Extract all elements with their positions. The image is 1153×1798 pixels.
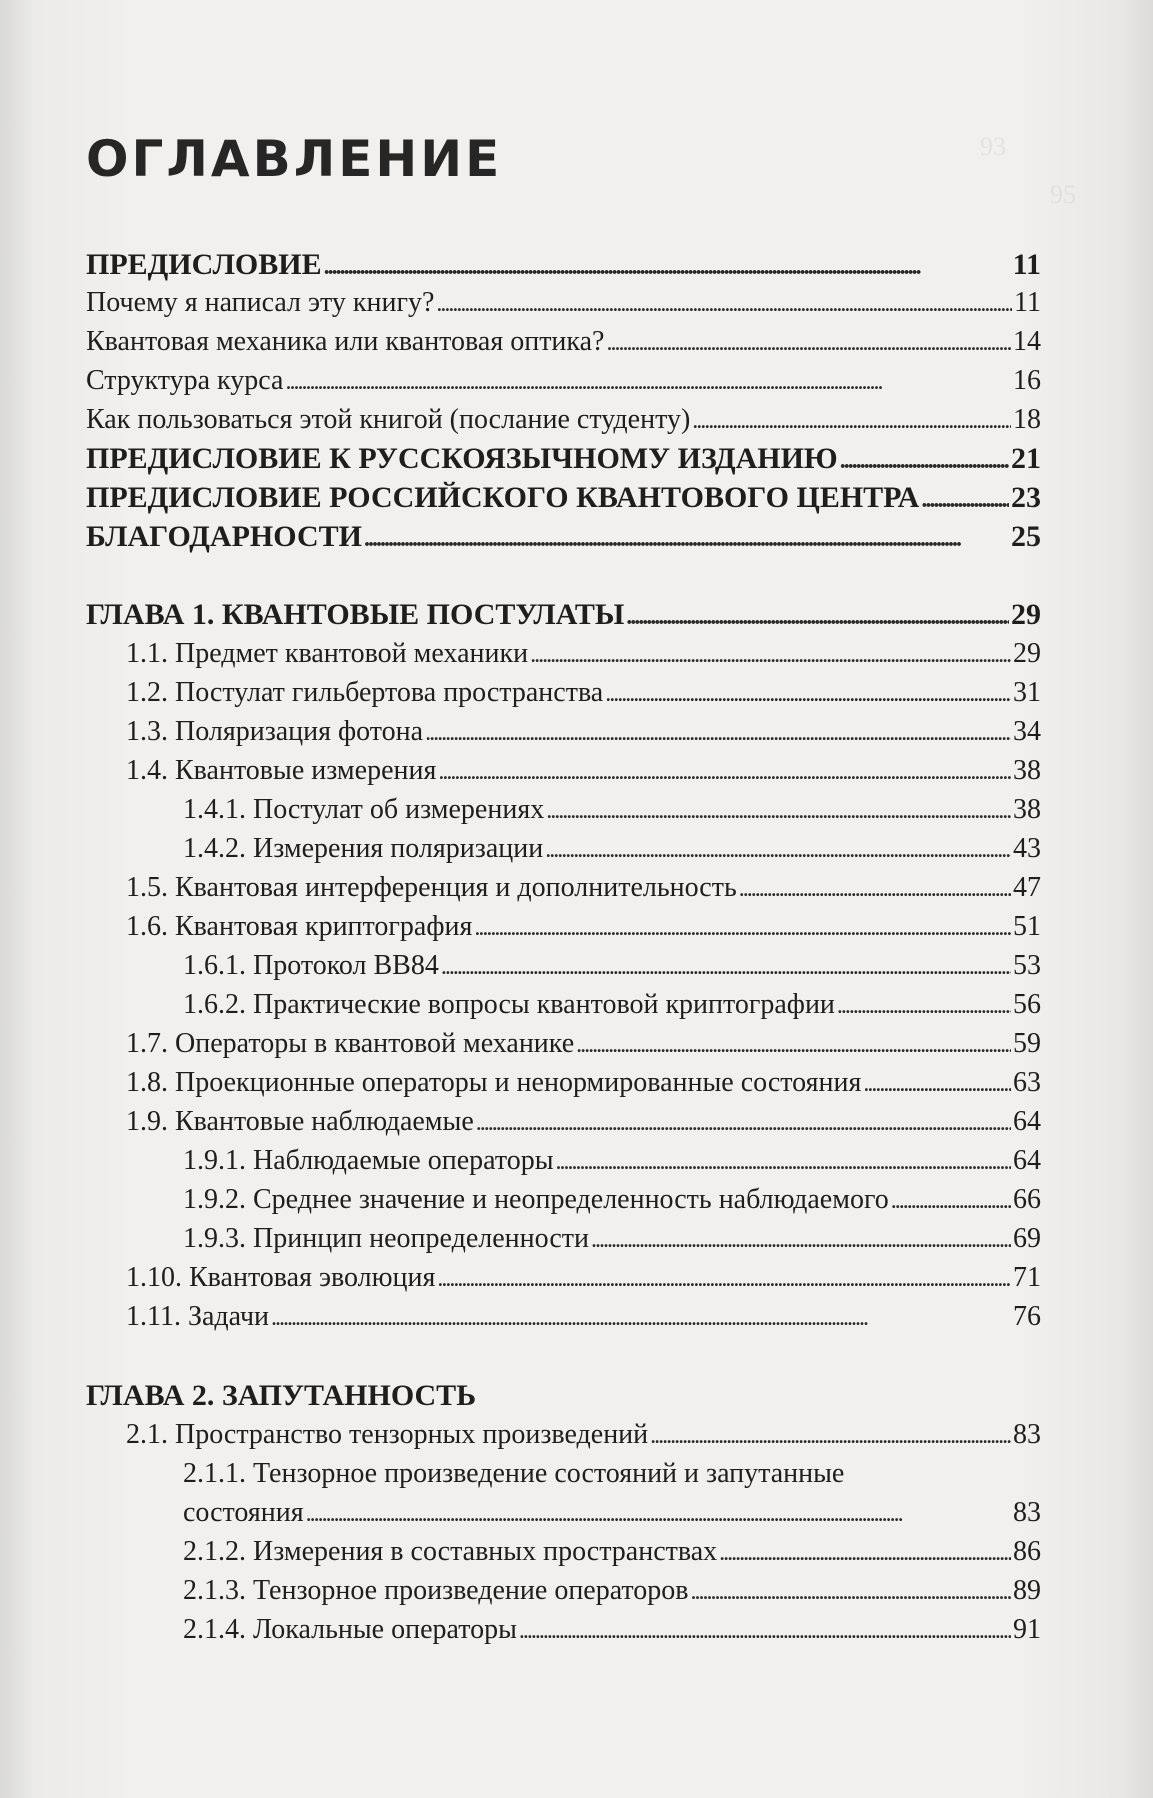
toc-entry-title: 1.8. Проекционные операторы и ненормированные состояния [126, 1067, 862, 1098]
toc-entry-title: ГЛАВА 2. ЗАПУТАННОСТЬ [86, 1379, 477, 1412]
toc-entry-title: 1.5. Квантовая интерференция и дополнительность [126, 872, 737, 903]
toc-entry[interactable] [86, 752, 1041, 791]
toc-entry-page: 31 [1013, 677, 1041, 708]
toc-entry-rqc-preface[interactable] [86, 479, 1041, 519]
toc-entry-title: 2.1.2. Измерения в составных пространствах [183, 1536, 718, 1567]
toc-entry-title: состояния [183, 1497, 304, 1528]
toc-entry-title: 1.6. Квантовая криптография [126, 911, 473, 942]
toc-entry-title: 1.6.2. Практические вопросы квантовой криптографии [183, 989, 835, 1020]
toc-entry-title: 1.6.1. Протокол BB84 [183, 950, 439, 981]
toc-entry-title: 1.3. Поляризация фотона [126, 716, 424, 747]
toc-entry-title: 2.1.3. Тензорное произведение операторов [183, 1575, 689, 1606]
toc-entry-title: 1.4.2. Измерения поляризации [183, 833, 544, 864]
toc-entry-page: 38 [1013, 755, 1041, 786]
toc-entry-title: ПРЕДИСЛОВИЕ [86, 248, 322, 281]
toc-entry-page: 53 [1013, 950, 1041, 981]
toc-entry[interactable] [86, 1025, 1041, 1064]
toc-entry-page: 64 [1013, 1106, 1041, 1137]
toc-entry[interactable] [86, 791, 1041, 830]
toc-entry-title: 1.7. Операторы в квантовой механике [126, 1028, 575, 1059]
toc-entry[interactable] [86, 1611, 1041, 1650]
toc-entry[interactable] [86, 1142, 1041, 1181]
toc-entry-page: 56 [1013, 989, 1041, 1020]
toc-entry-page: 47 [1013, 872, 1041, 903]
toc-entry[interactable] [86, 830, 1041, 869]
toc-entry-page: 21 [1011, 442, 1041, 475]
toc-entry-page: 25 [1011, 520, 1041, 553]
toc-entry-page: 38 [1013, 794, 1041, 825]
toc-entry-chapter-2[interactable] [86, 1377, 1041, 1415]
toc-entry[interactable] [86, 908, 1041, 947]
toc-entry-title: ПРЕДИСЛОВИЕ РОССИЙСКОГО КВАНТОВОГО ЦЕНТРА [86, 481, 920, 514]
page-title: ОГЛАВЛЕНИЕ [86, 130, 503, 188]
toc-entry-page: 91 [1013, 1614, 1041, 1645]
bleed-through-text: 93 [980, 132, 1006, 161]
toc-entry-page: 76 [1013, 1301, 1041, 1332]
toc-entry-title: 1.4.1. Постулат об измерениях [183, 794, 545, 825]
toc-entry[interactable] [86, 323, 1041, 362]
toc-entry-title: Квантовая механика или квантовая оптика? [86, 326, 605, 357]
toc-entry[interactable] [86, 1259, 1041, 1298]
toc-entry-page: 43 [1013, 833, 1041, 864]
toc-entry[interactable] [86, 635, 1041, 674]
toc-entry[interactable] [86, 1416, 1041, 1455]
toc-entry-title: 1.2. Постулат гильбертова пространства [126, 677, 604, 708]
toc-entry[interactable] [86, 1298, 1041, 1337]
toc-entry-page: 11 [1014, 287, 1041, 318]
toc-entry-page: 89 [1013, 1575, 1041, 1606]
toc-entry-page: 23 [1011, 481, 1041, 514]
toc-entry[interactable] [86, 869, 1041, 908]
toc-entry[interactable] [86, 1181, 1041, 1220]
toc-entry-page: 66 [1013, 1184, 1041, 1215]
toc-entry-acknowledgements[interactable] [86, 518, 1041, 558]
toc-entry-page: 86 [1013, 1536, 1041, 1567]
toc-entry-preface[interactable] [86, 246, 1041, 286]
toc-entry-title: ГЛАВА 1. КВАНТОВЫЕ ПОСТУЛАТЫ [86, 598, 625, 631]
toc-entry-title: 1.9.1. Наблюдаемые операторы [183, 1145, 554, 1176]
toc-entry-page: 51 [1013, 911, 1041, 942]
toc-entry[interactable] [86, 674, 1041, 713]
toc-entry[interactable] [86, 1494, 1041, 1533]
toc-entry-chapter-1[interactable] [86, 596, 1041, 636]
toc-entry-title: Почему я написал эту книгу? [86, 287, 435, 318]
toc-entry-page: 11 [1012, 248, 1041, 281]
toc-entry-title-first-line: 2.1.1. Тензорное произведение состояний и запутанные [183, 1458, 845, 1489]
toc-entry-page: 83 [1013, 1419, 1041, 1450]
toc-entry[interactable] [86, 986, 1041, 1025]
toc-entry-title: ПРЕДИСЛОВИЕ К РУССКОЯЗЫЧНОМУ ИЗДАНИЮ [86, 442, 838, 475]
toc-entry[interactable] [86, 284, 1041, 323]
toc-entry-page: 29 [1013, 638, 1041, 669]
toc-entry-russian-preface[interactable] [86, 440, 1041, 480]
toc-entry-title: Структура курса [86, 365, 284, 396]
toc-entry-page: 34 [1013, 716, 1041, 747]
toc-entry-page: 16 [1013, 365, 1041, 396]
toc-entry-page: 64 [1013, 1145, 1041, 1176]
toc-entry[interactable] [86, 1220, 1041, 1259]
bleed-through-text: 95 [1050, 180, 1076, 209]
toc-entry[interactable] [86, 1064, 1041, 1103]
toc-entry-title: 2.1.4. Локальные операторы [183, 1614, 517, 1645]
toc-entry[interactable] [86, 713, 1041, 752]
toc-entry[interactable] [86, 1103, 1041, 1142]
toc-entry-page: 18 [1013, 404, 1041, 435]
toc-entry-page: 29 [1011, 598, 1041, 631]
toc-entry-title: 2.1. Пространство тензорных произведений [126, 1419, 649, 1450]
toc-entry[interactable] [86, 401, 1041, 440]
toc-entry-page: 83 [1013, 1497, 1041, 1528]
toc-entry-page: 71 [1013, 1262, 1041, 1293]
toc-entry-title: Как пользоваться этой книгой (послание студенту) [86, 404, 691, 435]
toc-entry[interactable] [86, 947, 1041, 986]
toc-entry-title: 1.9. Квантовые наблюдаемые [126, 1106, 474, 1137]
toc-entry-title: БЛАГОДАРНОСТИ [86, 520, 362, 553]
toc-entry-title: 1.4. Квантовые измерения [126, 755, 437, 786]
toc-entry-title: 1.1. Предмет квантовой механики [126, 638, 529, 669]
toc-entry-title: 1.10. Квантовая эволюция [126, 1262, 436, 1293]
toc-entry-page: 14 [1013, 326, 1041, 357]
toc-entry[interactable] [86, 1572, 1041, 1611]
toc-entry-title: 1.9.2. Среднее значение и неопределенность наблюдаемого [183, 1184, 889, 1215]
toc-entry-page: 69 [1013, 1223, 1041, 1254]
toc-entry-page: 59 [1013, 1028, 1041, 1059]
toc-entry[interactable] [86, 362, 1041, 401]
toc-entry[interactable] [86, 1533, 1041, 1572]
toc-entry-title: 1.9.3. Принцип неопределенности [183, 1223, 589, 1254]
toc-entry-title: 1.11. Задачи [126, 1301, 270, 1332]
toc-entry-page: 63 [1013, 1067, 1041, 1098]
